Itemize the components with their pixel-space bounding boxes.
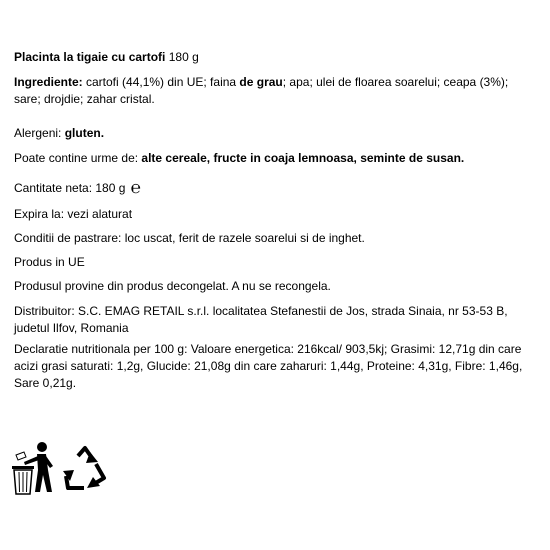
traces-block (14, 150, 534, 167)
ingredients-text-1: cartofi (44,1%) din UE; faina (82, 75, 240, 89)
ingredients-text-2: ; apa; ulei de floarea soarelui; ceapa (3%); sare; drojdie; zahar cristal. (14, 75, 509, 106)
product-title (14, 49, 534, 66)
estimated-sign-icon: ℮ (130, 178, 141, 197)
allergens-value: gluten. (64, 126, 105, 140)
allergens-block (14, 125, 534, 142)
traces-value: alte cereale, fructe in coaja lemnoasa, seminte de susan. (141, 151, 465, 165)
product-name: Placinta la tigaie cu cartofi (14, 50, 166, 64)
disposal-icons (10, 436, 110, 498)
ingredients-block (14, 74, 534, 108)
origin-text: Produs in UE (14, 255, 85, 269)
allergens-label: Alergeni: (14, 126, 65, 140)
net-quantity-text: Cantitate neta: 180 g (14, 181, 126, 195)
storage-conditions: Conditii de pastrare: loc uscat, ferit de razele soarelui si de inghet. (14, 231, 365, 245)
recycle-icon (60, 444, 110, 494)
frozen-note: Produsul provine din produs decongelat. A nu se recongela. (14, 279, 331, 293)
traces-label: Poate contine urme de: (14, 151, 142, 165)
distributor-text: Distribuitor: S.C. EMAG RETAIL s.r.l. localitatea Stefanestii de Jos, strada Sinaia, nr 53-53 B, judetul Ilfov, Romania (14, 304, 508, 335)
product-weight: 180 g (168, 50, 199, 64)
net-quantity (14, 179, 534, 197)
nutrition-declaration: Declaratie nutritionala per 100 g: Valoare energetica: 216kcal/ 903,5kj; Grasimi: 12,71g din care acizi grasi saturati: 1,2g, Glucide: 21,08g din care zaharuri: 1,44g, Proteine: 4,31g, Fibre: 1,46g, Sare 0,21g. (14, 342, 523, 390)
ingredients-label: Ingrediente: (14, 75, 83, 89)
ingredients-allergen-wheat: de grau (239, 75, 283, 89)
tidyman-bin-icon (10, 440, 60, 496)
expiry-text: Expira la: vezi alaturat (14, 207, 133, 221)
